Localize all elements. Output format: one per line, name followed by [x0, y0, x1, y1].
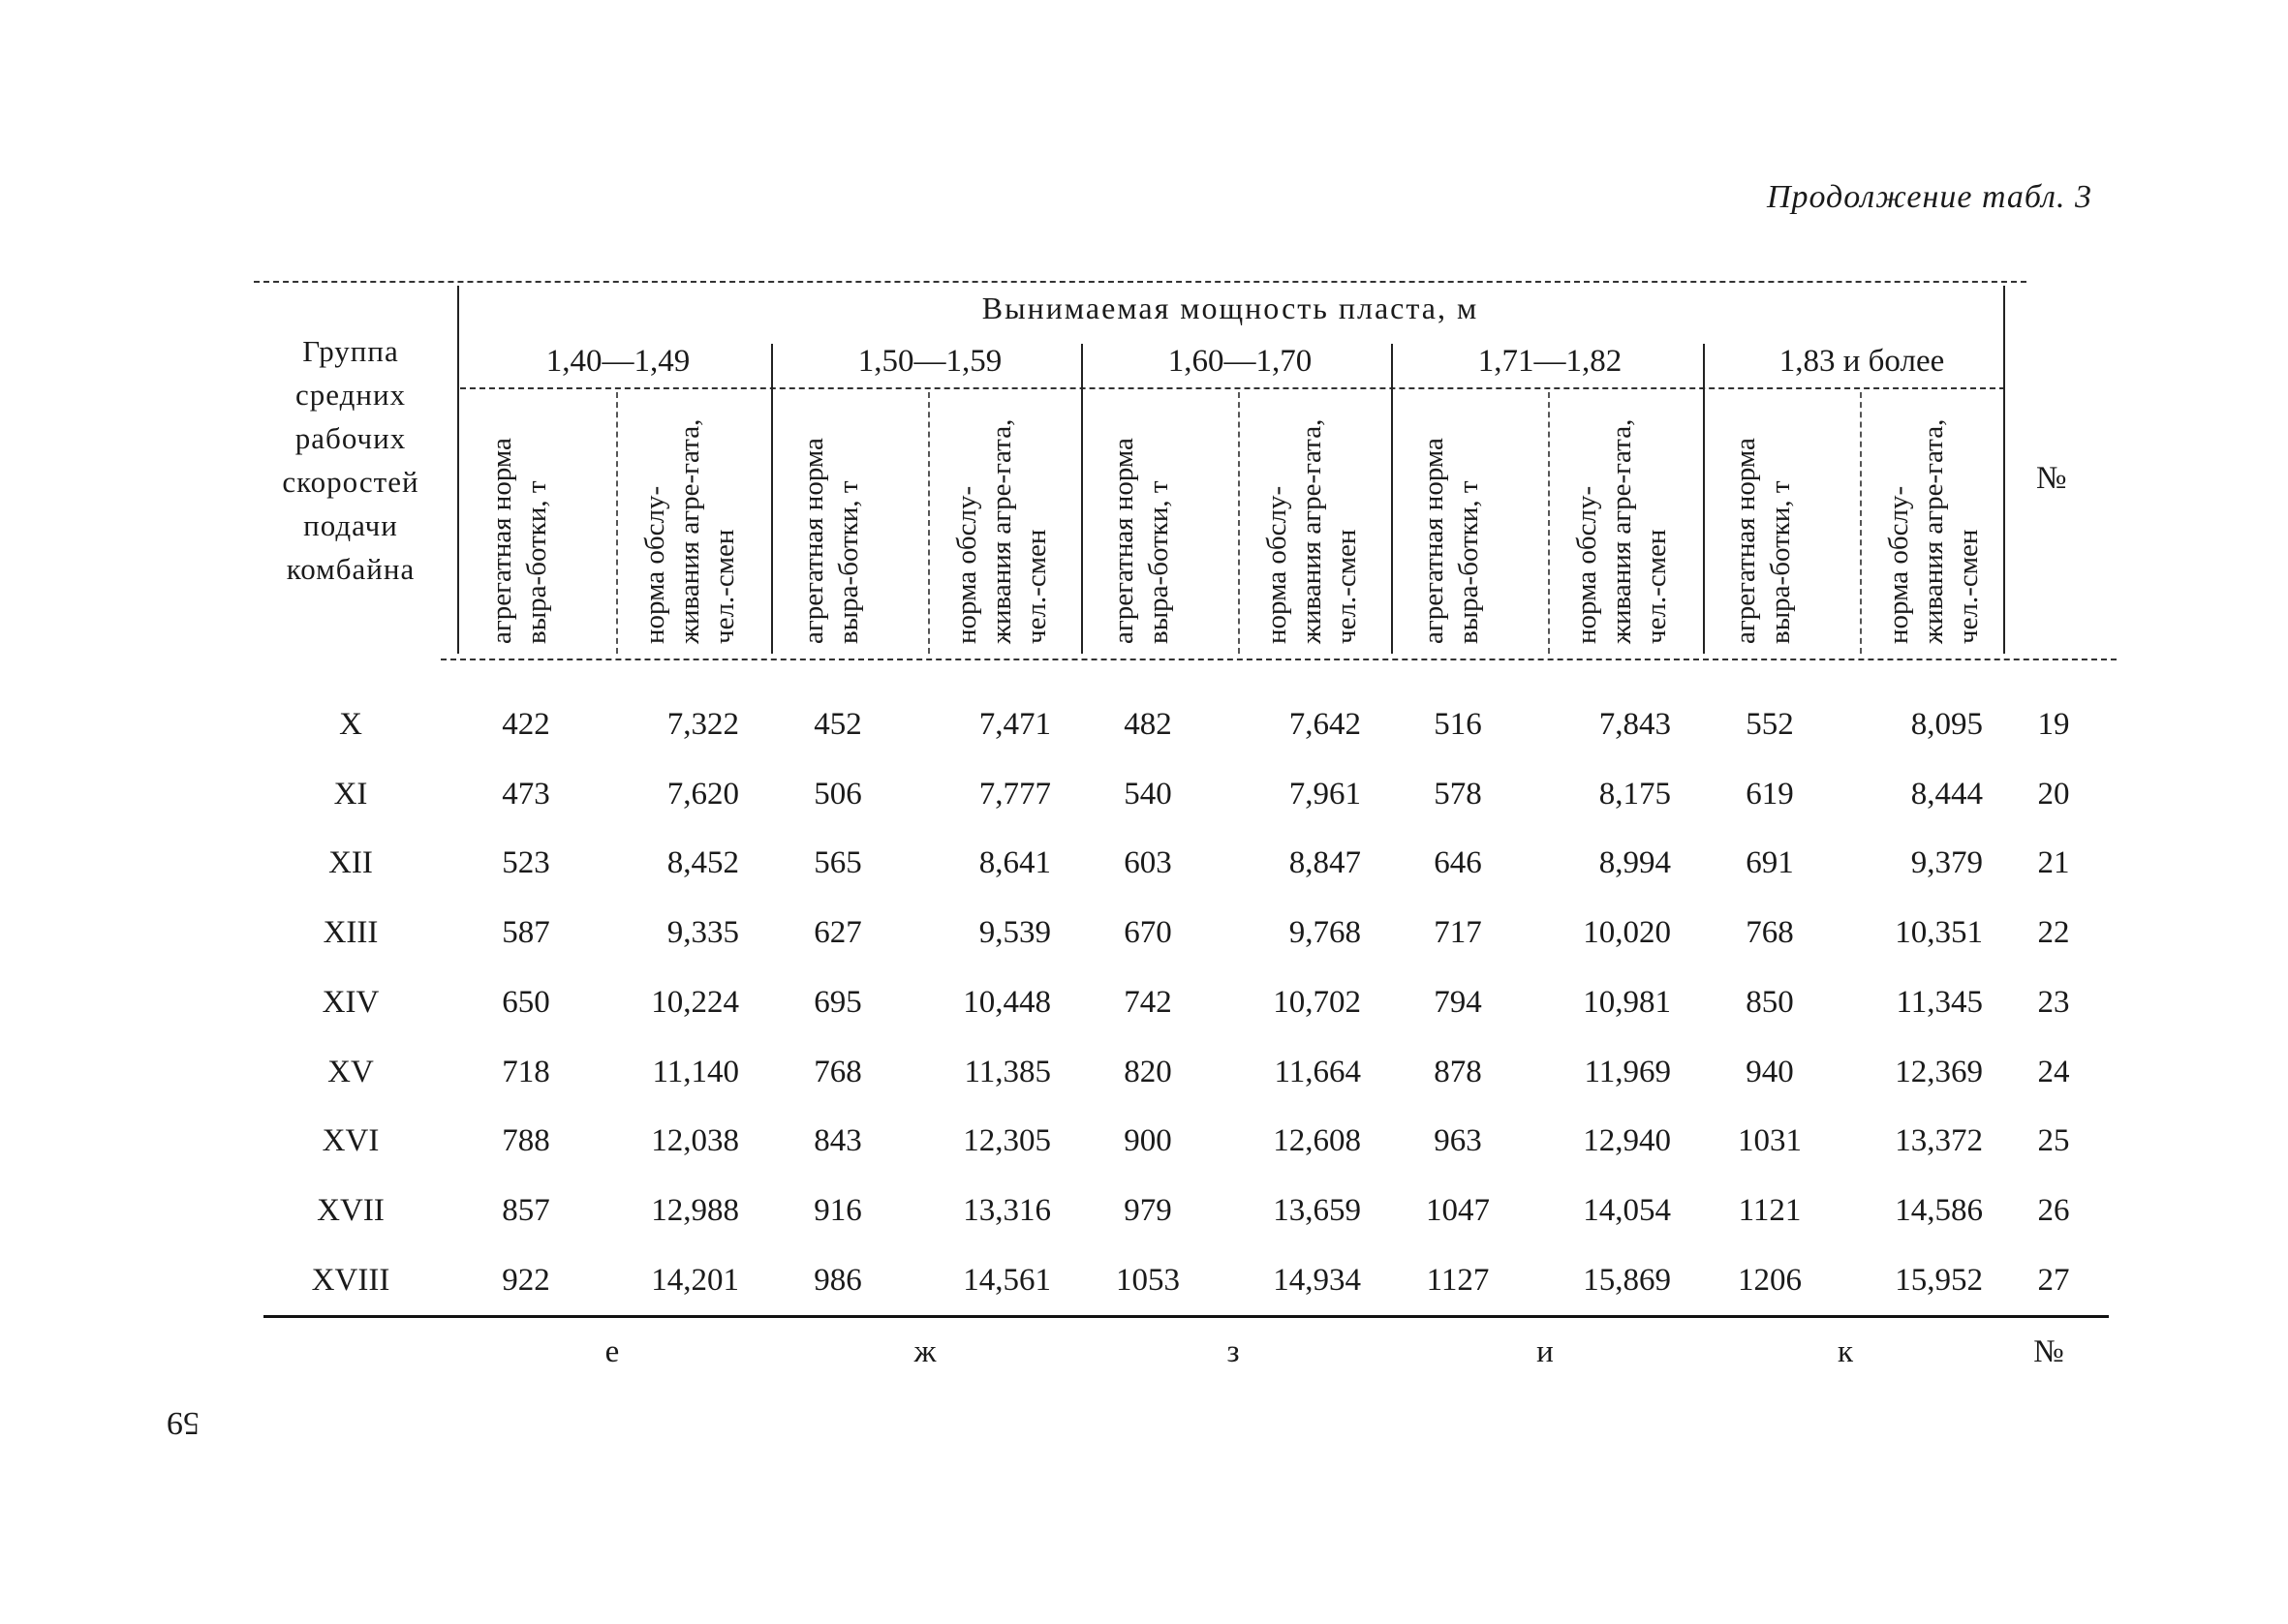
cell-norm-service: 9,539: [978, 915, 1051, 951]
cell-norm-service: 12,038: [651, 1123, 739, 1159]
cell-norm-output: 506: [814, 776, 862, 812]
column-header-norm-output: агрегатная норма выра-ботки, т: [1418, 438, 1484, 644]
column-header-norm-output: агрегатная норма выра-ботки, т: [798, 438, 864, 644]
cell-norm-service: 9,335: [666, 915, 739, 951]
cell-norm-output: 1031: [1738, 1123, 1802, 1159]
cell-norm-output: 523: [502, 845, 550, 881]
row-number: 26: [2037, 1192, 2070, 1228]
cell-norm-service: 10,020: [1583, 915, 1671, 951]
row-group-label: XIII: [323, 915, 379, 951]
cell-norm-service: 9,379: [1910, 845, 1983, 881]
row-number: 20: [2037, 776, 2070, 812]
column-header-norm-service: норма обслу-живания агре-гата, чел.-смен: [1883, 418, 1984, 644]
cell-norm-output: 1121: [1738, 1192, 1802, 1228]
cell-norm-service: 8,847: [1288, 845, 1361, 881]
cell-norm-service: 7,471: [978, 707, 1051, 742]
range-divider: [1703, 344, 1705, 654]
cell-norm-output: 717: [1434, 915, 1482, 951]
cell-norm-service: 14,586: [1895, 1192, 1983, 1228]
cell-norm-service: 10,448: [963, 984, 1051, 1020]
cell-norm-output: 768: [814, 1054, 862, 1089]
column-header-norm-service: норма обслу-живания агре-гата, чел.-смен: [1261, 418, 1362, 644]
cell-norm-service: 10,981: [1583, 984, 1671, 1020]
cell-norm-output: 587: [502, 915, 550, 951]
cell-norm-service: 7,642: [1288, 707, 1361, 742]
cell-norm-output: 552: [1746, 707, 1794, 742]
cell-norm-service: 11,969: [1584, 1054, 1671, 1089]
cell-norm-service: 9,768: [1288, 915, 1361, 951]
cell-norm-service: 8,175: [1598, 776, 1671, 812]
cell-norm-output: 691: [1746, 845, 1794, 881]
cell-norm-output: 516: [1434, 707, 1482, 742]
cell-norm-output: 900: [1124, 1123, 1172, 1159]
number-column-header: №: [2036, 461, 2067, 496]
cell-norm-output: 695: [814, 984, 862, 1020]
cell-norm-service: 7,777: [978, 776, 1051, 812]
table-top-rule: [254, 281, 2026, 283]
row-group-label: XIV: [322, 984, 380, 1020]
cell-norm-service: 15,952: [1895, 1262, 1983, 1298]
cell-norm-output: 768: [1746, 915, 1794, 951]
cell-norm-output: 565: [814, 845, 862, 881]
cell-norm-output: 578: [1434, 776, 1482, 812]
cell-norm-output: 482: [1124, 707, 1172, 742]
range-header: 1,40—1,49: [545, 344, 691, 379]
cell-norm-output: 916: [814, 1192, 862, 1228]
cell-norm-service: 12,940: [1583, 1123, 1671, 1159]
cell-norm-output: 940: [1746, 1054, 1794, 1089]
page-number: 59: [167, 1405, 200, 1441]
row-number: 25: [2037, 1123, 2070, 1159]
cell-norm-service: 12,608: [1273, 1123, 1361, 1159]
column-header-norm-output: агрегатная норма выра-ботки, т: [1730, 438, 1796, 644]
header-bottom-rule: [441, 659, 2117, 660]
table-continuation-caption: Продолжение табл. 3: [1766, 179, 2092, 215]
cell-norm-output: 788: [502, 1123, 550, 1159]
row-group-label: XVII: [317, 1192, 385, 1228]
cell-norm-service: 10,351: [1895, 915, 1983, 951]
cell-norm-service: 8,444: [1910, 776, 1983, 812]
row-group-label: XII: [328, 845, 373, 881]
range-divider: [1391, 344, 1393, 654]
row-number: 27: [2037, 1262, 2070, 1298]
cell-norm-output: 1053: [1116, 1262, 1180, 1298]
range-divider: [771, 344, 773, 654]
cell-norm-output: 820: [1124, 1054, 1172, 1089]
cell-norm-output: 619: [1746, 776, 1794, 812]
footer-column-letter: к: [1837, 1334, 1854, 1369]
row-group-label: XVIII: [311, 1262, 390, 1298]
range-header: 1,50—1,59: [857, 344, 1003, 379]
cell-norm-service: 15,869: [1583, 1262, 1671, 1298]
cell-norm-service: 14,054: [1583, 1192, 1671, 1228]
cell-norm-service: 7,843: [1598, 707, 1671, 742]
cell-norm-output: 473: [502, 776, 550, 812]
range-header: 1,60—1,70: [1167, 344, 1313, 379]
row-number: 23: [2037, 984, 2070, 1020]
cell-norm-service: 11,345: [1896, 984, 1983, 1020]
cell-norm-output: 1206: [1738, 1262, 1802, 1298]
row-group-label: X: [339, 707, 362, 742]
cell-norm-service: 8,095: [1910, 707, 1983, 742]
cell-norm-service: 12,988: [651, 1192, 739, 1228]
cell-norm-service: 14,561: [963, 1262, 1051, 1298]
cell-norm-output: 986: [814, 1262, 862, 1298]
cell-norm-service: 12,305: [963, 1123, 1051, 1159]
column-header-norm-service: норма обслу-живания агре-гата, чел.-смен: [639, 418, 740, 644]
range-divider: [1081, 344, 1083, 654]
column-header-norm-service: норма обслу-живания агре-гата, чел.-смен: [1571, 418, 1672, 644]
cell-norm-output: 646: [1434, 845, 1482, 881]
cell-norm-service: 8,641: [978, 845, 1051, 881]
footer-column-letter: з: [1226, 1334, 1240, 1369]
column-header-norm-service: норма обслу-живания агре-гата, чел.-смен: [951, 418, 1052, 644]
cell-norm-output: 742: [1124, 984, 1172, 1020]
cell-norm-service: 11,140: [652, 1054, 739, 1089]
row-number: 24: [2037, 1054, 2070, 1089]
cell-norm-service: 13,316: [963, 1192, 1051, 1228]
row-group-label: XV: [327, 1054, 374, 1089]
group-header: Группа средних рабочих скоростей подачи комбайна: [282, 334, 419, 586]
cell-norm-service: 12,369: [1895, 1054, 1983, 1089]
thickness-super-header: Вынимаемая мощность пласта, м: [981, 291, 1479, 325]
range-header: 1,71—1,82: [1477, 344, 1623, 379]
cell-norm-output: 650: [502, 984, 550, 1020]
cell-norm-output: 922: [502, 1262, 550, 1298]
cell-norm-output: 843: [814, 1123, 862, 1159]
row-number: 22: [2037, 915, 2070, 951]
cell-norm-service: 7,620: [666, 776, 739, 812]
cell-norm-output: 422: [502, 707, 550, 742]
cell-norm-output: 540: [1124, 776, 1172, 812]
footer-column-letter: №: [2033, 1334, 2064, 1369]
column-header-norm-output: агрегатная норма выра-ботки, т: [1108, 438, 1174, 644]
cell-norm-output: 627: [814, 915, 862, 951]
cell-norm-output: 1127: [1426, 1262, 1490, 1298]
row-group-label: XI: [333, 776, 368, 812]
range-header: 1,83 и более: [1778, 344, 1945, 379]
cell-norm-output: 452: [814, 707, 862, 742]
row-number: 19: [2037, 707, 2070, 742]
group-column-divider: [457, 286, 459, 654]
cell-norm-output: 603: [1124, 845, 1172, 881]
cell-norm-service: 11,385: [964, 1054, 1051, 1089]
range-rule: [460, 387, 2005, 389]
cell-norm-output: 670: [1124, 915, 1172, 951]
footer-column-letter: ж: [913, 1334, 937, 1369]
cell-norm-output: 857: [502, 1192, 550, 1228]
row-group-label: XVI: [322, 1123, 380, 1159]
cell-norm-service: 10,224: [651, 984, 739, 1020]
column-header-norm-output: агрегатная норма выра-ботки, т: [486, 438, 552, 644]
cell-norm-output: 979: [1124, 1192, 1172, 1228]
cell-norm-service: 13,659: [1273, 1192, 1361, 1228]
cell-norm-service: 7,961: [1288, 776, 1361, 812]
cell-norm-output: 718: [502, 1054, 550, 1089]
row-number: 21: [2037, 845, 2070, 881]
cell-norm-output: 1047: [1426, 1192, 1490, 1228]
footer-column-letter: и: [1536, 1334, 1554, 1369]
cell-norm-output: 794: [1434, 984, 1482, 1020]
cell-norm-service: 7,322: [666, 707, 739, 742]
cell-norm-service: 10,702: [1273, 984, 1361, 1020]
cell-norm-output: 878: [1434, 1054, 1482, 1089]
footer-column-letter: е: [604, 1334, 620, 1369]
cell-norm-service: 14,934: [1273, 1262, 1361, 1298]
cell-norm-service: 8,452: [666, 845, 739, 881]
cell-norm-service: 8,994: [1598, 845, 1671, 881]
cell-norm-service: 11,664: [1274, 1054, 1361, 1089]
table-bottom-rule: [263, 1315, 2109, 1318]
cell-norm-output: 850: [1746, 984, 1794, 1020]
cell-norm-service: 13,372: [1895, 1123, 1983, 1159]
cell-norm-output: 963: [1434, 1123, 1482, 1159]
cell-norm-service: 14,201: [651, 1262, 739, 1298]
